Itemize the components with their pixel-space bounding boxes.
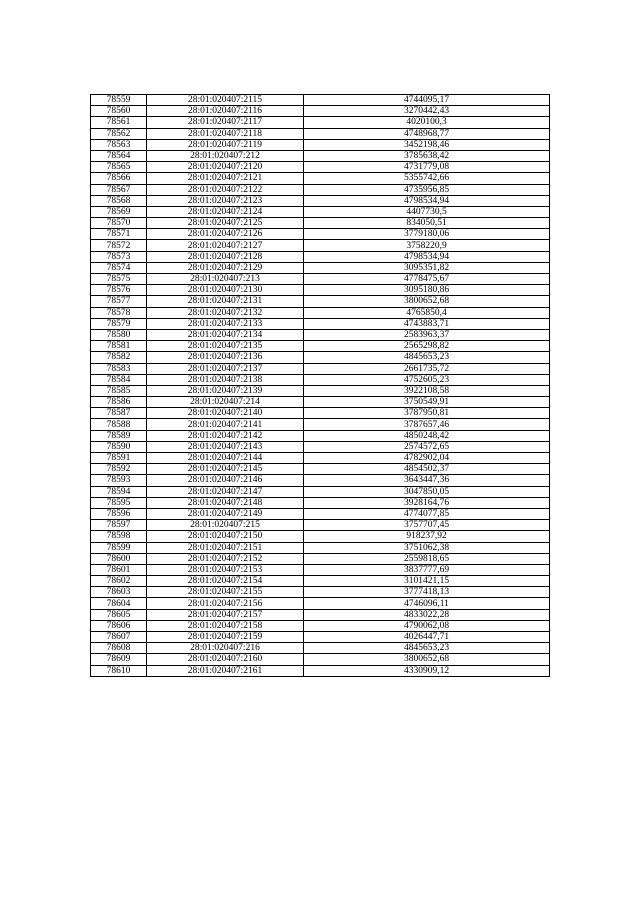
table-row xyxy=(91,117,550,128)
table-row xyxy=(91,654,550,665)
row-number-cell: 78609 xyxy=(91,654,147,665)
table-row xyxy=(91,251,550,262)
row-number-cell: 78586 xyxy=(91,397,147,408)
row-number-cell: 78587 xyxy=(91,408,147,419)
cadastral-number-cell: 28:01:020407:2143 xyxy=(147,441,304,452)
cadastral-number-cell: 28:01:020407:216 xyxy=(147,643,304,654)
cadastral-number-cell: 28:01:020407:2142 xyxy=(147,430,304,441)
table-row xyxy=(91,218,550,229)
cadastral-number-cell: 28:01:020407:2145 xyxy=(147,464,304,475)
row-number-cell: 78603 xyxy=(91,587,147,598)
cadastral-number-cell: 28:01:020407:2132 xyxy=(147,307,304,318)
cadastral-value-cell: 3270442,43 xyxy=(304,106,550,117)
cadastral-number-cell: 28:01:020407:213 xyxy=(147,274,304,285)
cadastral-value-cell: 2565298,82 xyxy=(304,341,550,352)
table-row xyxy=(91,497,550,508)
row-number-cell: 78598 xyxy=(91,531,147,542)
table-row xyxy=(91,329,550,340)
table-row xyxy=(91,620,550,631)
row-number-cell: 78560 xyxy=(91,106,147,117)
table-row xyxy=(91,195,550,206)
cadastral-number-cell: 28:01:020407:2149 xyxy=(147,508,304,519)
table-row xyxy=(91,307,550,318)
cadastral-number-cell: 28:01:020407:2151 xyxy=(147,542,304,553)
row-number-cell: 78575 xyxy=(91,274,147,285)
table-row xyxy=(91,318,550,329)
cadastral-number-cell: 28:01:020407:2156 xyxy=(147,598,304,609)
cadastral-number-cell: 28:01:020407:2126 xyxy=(147,229,304,240)
cadastral-number-cell: 28:01:020407:2118 xyxy=(147,128,304,139)
cadastral-value-cell: 3643447,36 xyxy=(304,475,550,486)
row-number-cell: 78584 xyxy=(91,374,147,385)
cadastral-number-cell: 28:01:020407:2134 xyxy=(147,329,304,340)
table-body xyxy=(91,95,550,677)
cadastral-value-cell: 4854502,37 xyxy=(304,464,550,475)
cadastral-number-cell: 28:01:020407:214 xyxy=(147,397,304,408)
cadastral-number-cell: 28:01:020407:2160 xyxy=(147,654,304,665)
cadastral-value-cell: 4752605,23 xyxy=(304,374,550,385)
cadastral-value-cell: 4330909,12 xyxy=(304,665,550,676)
cadastral-value-cell: 3800652,68 xyxy=(304,296,550,307)
table-row xyxy=(91,262,550,273)
row-number-cell: 78596 xyxy=(91,508,147,519)
cadastral-value-cell: 2574572,65 xyxy=(304,441,550,452)
row-number-cell: 78589 xyxy=(91,430,147,441)
cadastral-number-cell: 28:01:020407:2130 xyxy=(147,285,304,296)
cadastral-value-cell: 3787950,81 xyxy=(304,408,550,419)
cadastral-value-cell: 3095351,82 xyxy=(304,262,550,273)
cadastral-value-cell: 4845653,23 xyxy=(304,352,550,363)
table-row xyxy=(91,173,550,184)
cadastral-value-cell: 834050,51 xyxy=(304,218,550,229)
row-number-cell: 78582 xyxy=(91,352,147,363)
table-row xyxy=(91,441,550,452)
row-number-cell: 78601 xyxy=(91,564,147,575)
cadastral-number-cell: 28:01:020407:2136 xyxy=(147,352,304,363)
table-row xyxy=(91,162,550,173)
table-row xyxy=(91,475,550,486)
table-row xyxy=(91,274,550,285)
row-number-cell: 78574 xyxy=(91,262,147,273)
cadastral-number-cell: 28:01:020407:2147 xyxy=(147,486,304,497)
table-row xyxy=(91,665,550,676)
row-number-cell: 78577 xyxy=(91,296,147,307)
cadastral-number-cell: 28:01:020407:2128 xyxy=(147,251,304,262)
cadastral-number-cell: 28:01:020407:212 xyxy=(147,150,304,161)
cadastral-value-cell: 2661735,72 xyxy=(304,363,550,374)
cadastral-number-cell: 28:01:020407:2141 xyxy=(147,419,304,430)
row-number-cell: 78572 xyxy=(91,240,147,251)
table-row xyxy=(91,430,550,441)
row-number-cell: 78563 xyxy=(91,139,147,150)
table-row xyxy=(91,206,550,217)
cadastral-value-cell: 3750549,91 xyxy=(304,397,550,408)
cadastral-value-cell: 3757707,45 xyxy=(304,520,550,531)
table-row xyxy=(91,240,550,251)
row-number-cell: 78599 xyxy=(91,542,147,553)
table-row xyxy=(91,508,550,519)
table-row xyxy=(91,296,550,307)
row-number-cell: 78568 xyxy=(91,195,147,206)
cadastral-value-cell: 3095180,86 xyxy=(304,285,550,296)
cadastral-value-cell: 4778475,67 xyxy=(304,274,550,285)
row-number-cell: 78581 xyxy=(91,341,147,352)
cadastral-value-cell: 3779180,06 xyxy=(304,229,550,240)
row-number-cell: 78579 xyxy=(91,318,147,329)
cadastral-number-cell: 28:01:020407:2148 xyxy=(147,497,304,508)
table-row xyxy=(91,229,550,240)
table-row xyxy=(91,139,550,150)
cadastral-value-cell: 2559818,65 xyxy=(304,553,550,564)
row-number-cell: 78571 xyxy=(91,229,147,240)
cadastral-number-cell: 28:01:020407:2133 xyxy=(147,318,304,329)
table-row xyxy=(91,609,550,620)
cadastral-value-cell: 3047850,05 xyxy=(304,486,550,497)
table-row xyxy=(91,374,550,385)
table-row xyxy=(91,285,550,296)
table-row xyxy=(91,150,550,161)
row-number-cell: 78594 xyxy=(91,486,147,497)
cadastral-value-cell: 3758220,9 xyxy=(304,240,550,251)
row-number-cell: 78610 xyxy=(91,665,147,676)
row-number-cell: 78578 xyxy=(91,307,147,318)
row-number-cell: 78607 xyxy=(91,632,147,643)
row-number-cell: 78590 xyxy=(91,441,147,452)
cadastral-number-cell: 28:01:020407:2144 xyxy=(147,453,304,464)
cadastral-value-table xyxy=(90,94,550,677)
row-number-cell: 78570 xyxy=(91,218,147,229)
table-row xyxy=(91,453,550,464)
cadastral-number-cell: 28:01:020407:2123 xyxy=(147,195,304,206)
cadastral-value-cell: 4782902,04 xyxy=(304,453,550,464)
cadastral-value-cell: 4026447,71 xyxy=(304,632,550,643)
cadastral-number-cell: 28:01:020407:2157 xyxy=(147,609,304,620)
table-row xyxy=(91,352,550,363)
row-number-cell: 78580 xyxy=(91,329,147,340)
cadastral-number-cell: 28:01:020407:2158 xyxy=(147,620,304,631)
cadastral-number-cell: 28:01:020407:2159 xyxy=(147,632,304,643)
row-number-cell: 78600 xyxy=(91,553,147,564)
cadastral-value-cell: 4850248,42 xyxy=(304,430,550,441)
row-number-cell: 78566 xyxy=(91,173,147,184)
row-number-cell: 78565 xyxy=(91,162,147,173)
table-row xyxy=(91,564,550,575)
cadastral-number-cell: 28:01:020407:2152 xyxy=(147,553,304,564)
cadastral-value-cell: 2583963,37 xyxy=(304,329,550,340)
cadastral-number-cell: 28:01:020407:2135 xyxy=(147,341,304,352)
cadastral-value-cell: 4735956,85 xyxy=(304,184,550,195)
table-row xyxy=(91,385,550,396)
row-number-cell: 78567 xyxy=(91,184,147,195)
cadastral-number-cell: 28:01:020407:2115 xyxy=(147,95,304,106)
cadastral-number-cell: 28:01:020407:2119 xyxy=(147,139,304,150)
cadastral-number-cell: 28:01:020407:2154 xyxy=(147,576,304,587)
cadastral-number-cell: 28:01:020407:2138 xyxy=(147,374,304,385)
row-number-cell: 78585 xyxy=(91,385,147,396)
cadastral-value-cell: 4748968,77 xyxy=(304,128,550,139)
row-number-cell: 78562 xyxy=(91,128,147,139)
row-number-cell: 78573 xyxy=(91,251,147,262)
cadastral-number-cell: 28:01:020407:2161 xyxy=(147,665,304,676)
row-number-cell: 78569 xyxy=(91,206,147,217)
cadastral-number-cell: 28:01:020407:2140 xyxy=(147,408,304,419)
row-number-cell: 78592 xyxy=(91,464,147,475)
cadastral-number-cell: 28:01:020407:2137 xyxy=(147,363,304,374)
row-number-cell: 78604 xyxy=(91,598,147,609)
cadastral-number-cell: 28:01:020407:2146 xyxy=(147,475,304,486)
cadastral-number-cell: 28:01:020407:215 xyxy=(147,520,304,531)
cadastral-number-cell: 28:01:020407:2120 xyxy=(147,162,304,173)
table-row xyxy=(91,598,550,609)
table-row xyxy=(91,419,550,430)
table-row xyxy=(91,128,550,139)
table-row xyxy=(91,542,550,553)
cadastral-number-cell: 28:01:020407:2121 xyxy=(147,173,304,184)
cadastral-value-cell: 3777418,13 xyxy=(304,587,550,598)
cadastral-number-cell: 28:01:020407:2139 xyxy=(147,385,304,396)
table-row xyxy=(91,553,550,564)
cadastral-number-cell: 28:01:020407:2125 xyxy=(147,218,304,229)
table-row xyxy=(91,95,550,106)
cadastral-value-cell: 4798534,94 xyxy=(304,195,550,206)
table-row xyxy=(91,531,550,542)
table-row xyxy=(91,632,550,643)
row-number-cell: 78561 xyxy=(91,117,147,128)
row-number-cell: 78559 xyxy=(91,95,147,106)
table-row xyxy=(91,464,550,475)
row-number-cell: 78593 xyxy=(91,475,147,486)
row-number-cell: 78591 xyxy=(91,453,147,464)
row-number-cell: 78588 xyxy=(91,419,147,430)
row-number-cell: 78608 xyxy=(91,643,147,654)
cadastral-number-cell: 28:01:020407:2124 xyxy=(147,206,304,217)
cadastral-value-cell: 4743883,71 xyxy=(304,318,550,329)
cadastral-value-cell: 4731779,08 xyxy=(304,162,550,173)
cadastral-number-cell: 28:01:020407:2127 xyxy=(147,240,304,251)
row-number-cell: 78576 xyxy=(91,285,147,296)
cadastral-value-cell: 4407730,5 xyxy=(304,206,550,217)
cadastral-value-cell: 918237,92 xyxy=(304,531,550,542)
table-row xyxy=(91,587,550,598)
row-number-cell: 78583 xyxy=(91,363,147,374)
cadastral-number-cell: 28:01:020407:2122 xyxy=(147,184,304,195)
cadastral-value-cell: 4765850,4 xyxy=(304,307,550,318)
cadastral-value-cell: 4833022,28 xyxy=(304,609,550,620)
table-row xyxy=(91,106,550,117)
row-number-cell: 78595 xyxy=(91,497,147,508)
table-row xyxy=(91,576,550,587)
table-row xyxy=(91,408,550,419)
cadastral-number-cell: 28:01:020407:2150 xyxy=(147,531,304,542)
cadastral-value-cell: 4845653,23 xyxy=(304,643,550,654)
cadastral-value-cell: 3452198,46 xyxy=(304,139,550,150)
cadastral-value-cell: 4020100,3 xyxy=(304,117,550,128)
table-row xyxy=(91,486,550,497)
cadastral-value-cell: 3800652,68 xyxy=(304,654,550,665)
cadastral-number-cell: 28:01:020407:2117 xyxy=(147,117,304,128)
cadastral-number-cell: 28:01:020407:2153 xyxy=(147,564,304,575)
cadastral-value-cell: 4790062,08 xyxy=(304,620,550,631)
row-number-cell: 78605 xyxy=(91,609,147,620)
cadastral-value-cell: 3922108,58 xyxy=(304,385,550,396)
cadastral-value-cell: 3837777,69 xyxy=(304,564,550,575)
row-number-cell: 78602 xyxy=(91,576,147,587)
cadastral-value-cell: 4746096,11 xyxy=(304,598,550,609)
row-number-cell: 78564 xyxy=(91,150,147,161)
table-row xyxy=(91,397,550,408)
cadastral-value-cell: 3751062,38 xyxy=(304,542,550,553)
cadastral-value-cell: 3928164,76 xyxy=(304,497,550,508)
row-number-cell: 78597 xyxy=(91,520,147,531)
cadastral-value-cell: 4798534,94 xyxy=(304,251,550,262)
cadastral-number-cell: 28:01:020407:2131 xyxy=(147,296,304,307)
cadastral-value-cell: 3101421,15 xyxy=(304,576,550,587)
table-row xyxy=(91,363,550,374)
table-row xyxy=(91,643,550,654)
cadastral-value-cell: 4774077,85 xyxy=(304,508,550,519)
cadastral-number-cell: 28:01:020407:2116 xyxy=(147,106,304,117)
cadastral-number-cell: 28:01:020407:2155 xyxy=(147,587,304,598)
table-row xyxy=(91,520,550,531)
table-row xyxy=(91,341,550,352)
table-row xyxy=(91,184,550,195)
cadastral-value-cell: 3785638,42 xyxy=(304,150,550,161)
cadastral-number-cell: 28:01:020407:2129 xyxy=(147,262,304,273)
cadastral-value-cell: 3787657,46 xyxy=(304,419,550,430)
row-number-cell: 78606 xyxy=(91,620,147,631)
cadastral-value-cell: 4744095,17 xyxy=(304,95,550,106)
cadastral-value-cell: 5355742,66 xyxy=(304,173,550,184)
